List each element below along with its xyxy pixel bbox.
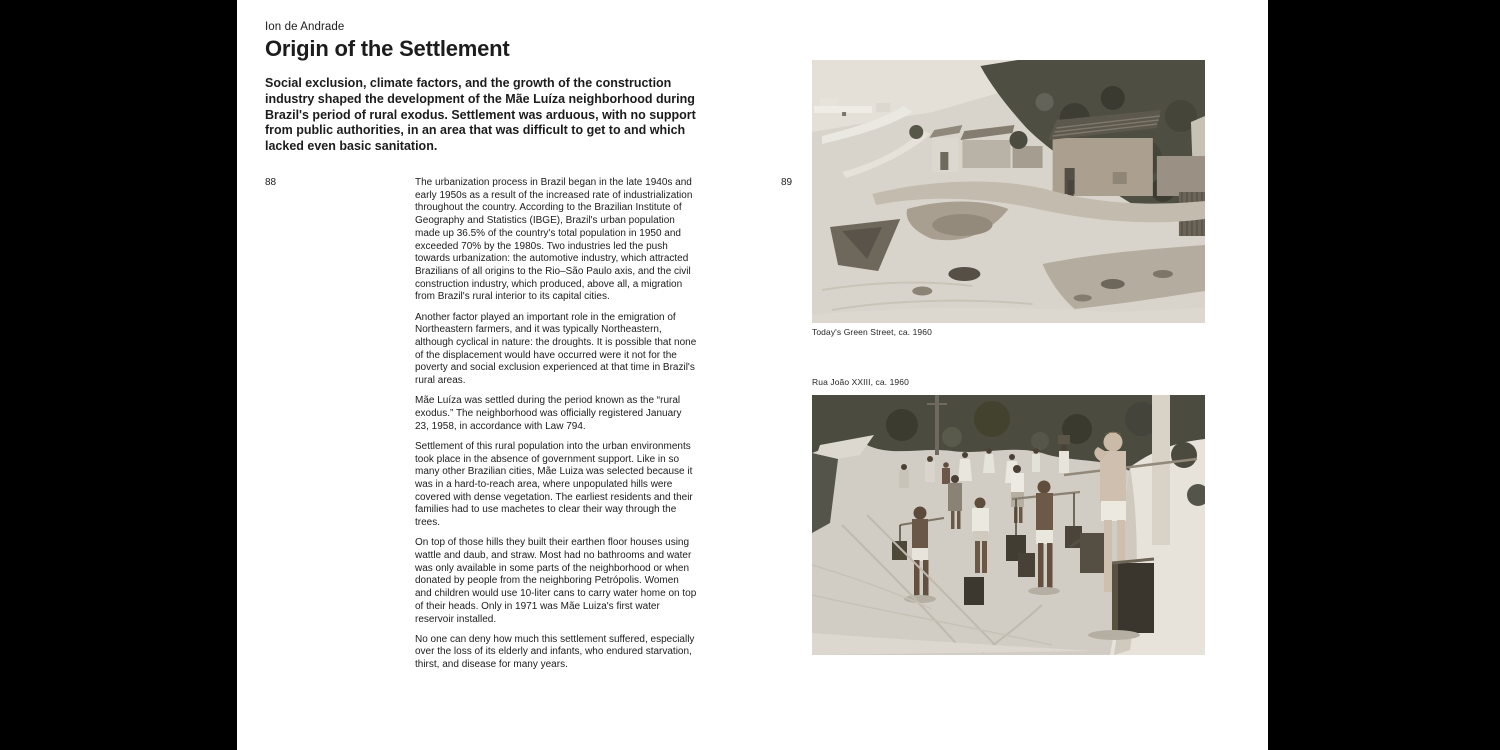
- body-text-column: [415, 177, 697, 679]
- letterbox-right: [1268, 0, 1500, 750]
- photo-rua-joao-xxiii: [812, 395, 1205, 655]
- body-paragraph: Another factor played an important role in the emigration of Northeastern farmers, and it was typically Northeastern, although cyclical in nature: the droughts. It is possible that none of the displacement would have occurred were it not for the poverty and social exclusion experienced at that time in Brazil's rural areas.: [415, 311, 697, 387]
- letterbox-left: [0, 0, 237, 750]
- author-name: Ion de Andrade: [265, 21, 345, 33]
- chapter-title: Origin of the Settlement: [265, 36, 510, 61]
- photo-todays-green-street: [812, 60, 1205, 323]
- body-paragraph: Mãe Luíza was settled during the period known as the “rural exodus.” The neighborhood was officially registered January 23, 1958, in accordance with Law 794.: [415, 395, 682, 432]
- body-paragraph: No one can deny how much this settlement suffered, especially over the loss of its elderly and infants, who endured starvation, thirst, and disease for many years.: [415, 633, 695, 671]
- chapter-lede: Social exclusion, climate factors, and the growth of the construction industry shaped the development of the Mãe Luíza neighborhood during Brazil's period of rural exodus. Settlement was arduous, with no support from public authorities, in an area that was difficult to get to and which lacked even basic sanitation.: [265, 76, 696, 154]
- page-number-left: 88: [265, 177, 277, 188]
- body-paragraph: The urbanization process in Brazil began in the late 1940s and early 1950s as a result of the increased rate of industrialization throughout the country. According to the Brazilian Institute of Geography and Statistics (IBGE), Brazil's urban population made up 36.5% of the country's total population in 1950 and exceeded 70% by the 1980s. Two industries led the push towards urbanization: the automotive industry, which attracted Brazilians of all origins to the Rio–São Paulo axis, and the civil construction industry, which produced, above all, a migration from Brazil's rural interior to its capital cities.: [415, 177, 693, 303]
- photo-caption: Rua João XXIII, ca. 1960: [812, 377, 909, 387]
- body-paragraph: On top of those hills they built their earthen floor houses using wattle and daub, and straw. Most had no bathrooms and water was only available in some parts of the neighborhood or when donated by people from the neighboring Petrópolis. Women and children would use 10-liter cans to carry water home on top of their heads. Only in 1971 was Mãe Luiza's first water reservoir installed.: [415, 537, 697, 625]
- children-carrying-water-photo-illustration: [812, 395, 1205, 655]
- photo-caption: Today's Green Street, ca. 1960: [812, 327, 932, 337]
- hillside-settlement-photo-illustration: [812, 60, 1205, 323]
- page-number-right: 89: [781, 177, 793, 188]
- book-spread: [237, 0, 1268, 750]
- body-paragraph: Settlement of this rural population into the urban environments took place in the absence of government support. Like in so many other Brazilian cities, Mãe Luiza was selected because it was in a hard-to-reach area, where unpopulated hills were covered with dense vegetation. The earliest residents and their families had to use machetes to clear their way through the trees.: [415, 440, 693, 529]
